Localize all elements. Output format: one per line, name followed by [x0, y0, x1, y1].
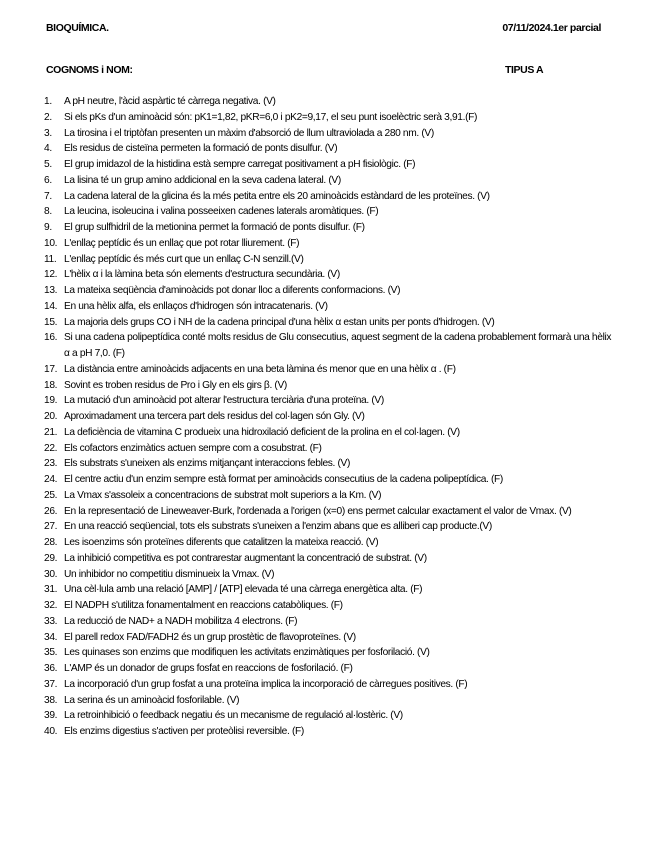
- exam-type: TIPUS A: [505, 64, 544, 76]
- question-item: [44, 472, 612, 488]
- question-number: 30.: [44, 568, 58, 580]
- question-item: [44, 645, 612, 661]
- question-item: [44, 299, 612, 315]
- question-item: [44, 283, 612, 299]
- question-number: 15.: [44, 316, 58, 328]
- question-number: 21.: [44, 426, 58, 438]
- question-text: La deficiència de vitamina C produeix una hidroxilació deficient de la prolina en el col·lagen. (V): [64, 426, 460, 438]
- question-text: Els enzims digestius s'activen per proteòlisi reversible. (F): [64, 726, 304, 737]
- question-text: Un inhibidor no competitiu disminueix la Vmax. (V): [64, 568, 275, 580]
- question-text: El grup imidazol de la histidina està sempre carregat positivament a pH fisiològic. (F): [64, 159, 416, 170]
- question-item: [44, 362, 612, 378]
- question-text: En la representació de Lineweaver-Burk, l'ordenada a l'origen (x=0) ens permet calcular exactament el valor de Vmax. (V): [64, 505, 572, 517]
- question-number: 38.: [44, 694, 58, 706]
- question-number: 23.: [44, 458, 58, 470]
- question-item: [44, 724, 612, 740]
- question-item: [44, 409, 612, 425]
- question-text: Les quinases son enzims que modifiquen les activitats enzimàtiques per fosforilació. (V): [64, 647, 430, 659]
- question-number: 7.: [44, 190, 52, 202]
- question-text: El NADPH s'utilitza fonamentalment en reaccions catabòliques. (F): [64, 600, 343, 611]
- question-text: La mateixa seqüència d'aminoàcids pot donar lloc a diferents conformacions. (V): [64, 285, 401, 296]
- question-text: La leucina, isoleucina i valina posseeixen cadenes laterals aromàtiques. (F): [64, 206, 379, 218]
- question-text: L'hèlix α i la làmina beta són elements d'estructura secundària. (V): [64, 269, 340, 281]
- question-number: 5.: [44, 159, 52, 170]
- question-text: El grup sulfhidril de la metionina permet la formació de ponts disulfur. (F): [64, 222, 365, 233]
- question-text: El centre actiu d'un enzim sempre està format per aminoàcids consecutius de la cadena polipeptídica. (F): [64, 474, 503, 485]
- question-item: [44, 173, 612, 189]
- question-text: La Vmax s'assoleix a concentracions de substrat molt superiors a la Km. (V): [64, 489, 382, 501]
- question-item: [44, 157, 612, 173]
- question-number: 32.: [44, 600, 58, 611]
- question-number: 20.: [44, 411, 58, 422]
- question-number: 26.: [44, 505, 58, 517]
- question-item: [44, 204, 612, 220]
- question-number: 25.: [44, 489, 58, 501]
- question-number: 27.: [44, 521, 58, 533]
- question-item: [44, 236, 612, 252]
- question-text: Si una cadena polipeptídica conté molts residus de Glu consecutius, aquest segment de la cadena probablement formarà una hèlix α a pH 7,0. (F): [64, 332, 612, 359]
- question-number: 1.: [44, 96, 52, 107]
- question-number: 9.: [44, 222, 52, 233]
- question-item: [44, 441, 612, 457]
- question-number: 29.: [44, 552, 58, 564]
- question-number: 16.: [44, 332, 58, 344]
- names-label: COGNOMS i NOM:: [46, 64, 133, 76]
- question-item: [44, 582, 612, 598]
- question-number: 37.: [44, 678, 58, 690]
- question-number: 17.: [44, 363, 58, 375]
- question-text: La inhibició competitiva es pot contrarestar augmentant la concentració de substrat. (V): [64, 552, 427, 564]
- question-item: [44, 488, 612, 504]
- question-number: 28.: [44, 537, 58, 548]
- question-number: 34.: [44, 631, 58, 643]
- question-item: [44, 315, 612, 331]
- question-text: La tirosina i el triptòfan presenten un màxim d'absorció de llum ultraviolada a 280 nm. (V): [64, 127, 434, 139]
- question-number: 31.: [44, 584, 58, 596]
- question-item: [44, 598, 612, 614]
- question-item: [44, 330, 612, 362]
- question-number: 10.: [44, 237, 58, 249]
- question-text: En una hèlix alfa, els enllaços d'hidrogen són intracatenaris. (V): [64, 300, 328, 312]
- question-text: La lisina té un grup amino addicional en la seva cadena lateral. (V): [64, 174, 341, 186]
- question-text: Les isoenzims són proteïnes diferents que catalitzen la mateixa reacció. (V): [64, 537, 379, 548]
- question-number: 24.: [44, 474, 58, 485]
- question-text: En una reacció seqüencial, tots els substrats s'uneixen a l'enzim abans que es alliberi cap producte.(V): [64, 521, 492, 533]
- question-text: L'enllaç peptídic és un enllaç que pot rotar lliurement. (F): [64, 237, 300, 249]
- question-text: La retroinhibició o feedback negatiu és un mecanisme de regulació al·lostèric. (V): [64, 710, 403, 722]
- question-item: [44, 708, 612, 724]
- question-number: 39.: [44, 710, 58, 722]
- question-item: [44, 425, 612, 441]
- question-item: [44, 189, 612, 205]
- question-text: La reducció de NAD+ a NADH mobilitza 4 electrons. (F): [64, 615, 298, 627]
- question-number: 13.: [44, 285, 58, 296]
- question-text: La cadena lateral de la glicina és la més petita entre els 20 aminoàcids estàndard de les proteïnes. (V): [64, 190, 490, 202]
- question-text: La serina és un aminoàcid fosforilable. (V): [64, 694, 240, 706]
- question-list: [44, 94, 612, 740]
- question-text: El parell redox FAD/FADH2 és un grup prostètic de flavoproteïnes. (V): [64, 631, 356, 643]
- question-number: 33.: [44, 615, 58, 627]
- question-number: 4.: [44, 143, 52, 155]
- question-item: [44, 614, 612, 630]
- question-number: 6.: [44, 174, 52, 186]
- question-item: [44, 567, 612, 583]
- question-item: [44, 141, 612, 157]
- question-item: [44, 661, 612, 677]
- question-item: [44, 126, 612, 142]
- question-number: 35.: [44, 647, 58, 659]
- question-item: [44, 393, 612, 409]
- question-item: [44, 267, 612, 283]
- question-item: [44, 456, 612, 472]
- subject-title: BIOQUÍMICA.: [46, 22, 109, 34]
- question-text: La incorporació d'un grup fosfat a una proteïna implica la incorporació de càrregues positives. (F): [64, 678, 468, 690]
- question-text: Els residus de cisteïna permeten la formació de ponts disulfur. (V): [64, 143, 338, 155]
- question-item: [44, 693, 612, 709]
- question-text: Una cèl·lula amb una relació [AMP] / [ATP] elevada té una càrrega energètica alta. (F): [64, 584, 423, 596]
- question-text: Els cofactors enzimàtics actuen sempre com a cosubstrat. (F): [64, 442, 322, 454]
- question-item: [44, 519, 612, 535]
- question-number: 14.: [44, 300, 58, 312]
- question-number: 11.: [44, 253, 57, 265]
- question-number: 3.: [44, 127, 52, 139]
- question-text: La majoria dels grups CO i NH de la cadena principal d'una hèlix α estan units per ponts d'hidrogen. (V): [64, 316, 495, 328]
- question-text: Els substrats s'uneixen als enzims mitjançant interaccions febles. (V): [64, 458, 351, 470]
- question-text: Si els pKs d'un aminoàcid són: pK1=1,82, pKR=6,0 i pK2=9,17, el seu punt isoelèctric serà 3,91.(F): [64, 111, 478, 123]
- question-number: 19.: [44, 395, 58, 407]
- question-item: [44, 220, 612, 236]
- question-number: 40.: [44, 726, 58, 737]
- question-item: [44, 630, 612, 646]
- question-text: Sovint es troben residus de Pro i Gly en els girs β. (V): [64, 379, 287, 391]
- question-item: [44, 252, 612, 268]
- question-text: Aproximadament una tercera part dels residus del col·lagen són Gly. (V): [64, 411, 365, 422]
- question-number: 18.: [44, 379, 58, 391]
- question-item: [44, 378, 612, 394]
- question-item: [44, 535, 612, 551]
- question-number: 22.: [44, 442, 58, 454]
- question-text: A pH neutre, l'àcid aspàrtic té càrrega negativa. (V): [64, 96, 276, 107]
- exam-date: 07/11/2024.1er parcial: [502, 22, 601, 34]
- question-number: 12.: [44, 269, 58, 281]
- question-text: La distància entre aminoàcids adjacents en una beta làmina és menor que en una hèlix α . (F): [64, 363, 456, 375]
- question-text: L'enllaç peptídic és més curt que un enllaç C-N senzill.(V): [64, 253, 304, 265]
- question-text: L'AMP és un donador de grups fosfat en reaccions de fosforilació. (F): [64, 663, 353, 674]
- question-item: [44, 110, 612, 126]
- question-item: [44, 551, 612, 567]
- question-number: 2.: [44, 111, 52, 123]
- question-item: [44, 504, 612, 520]
- question-text: La mutació d'un aminoàcid pot alterar l'estructura terciària d'una proteïna. (V): [64, 395, 384, 407]
- question-item: [44, 94, 612, 110]
- question-number: 8.: [44, 206, 52, 218]
- question-number: 36.: [44, 663, 58, 674]
- question-item: [44, 677, 612, 693]
